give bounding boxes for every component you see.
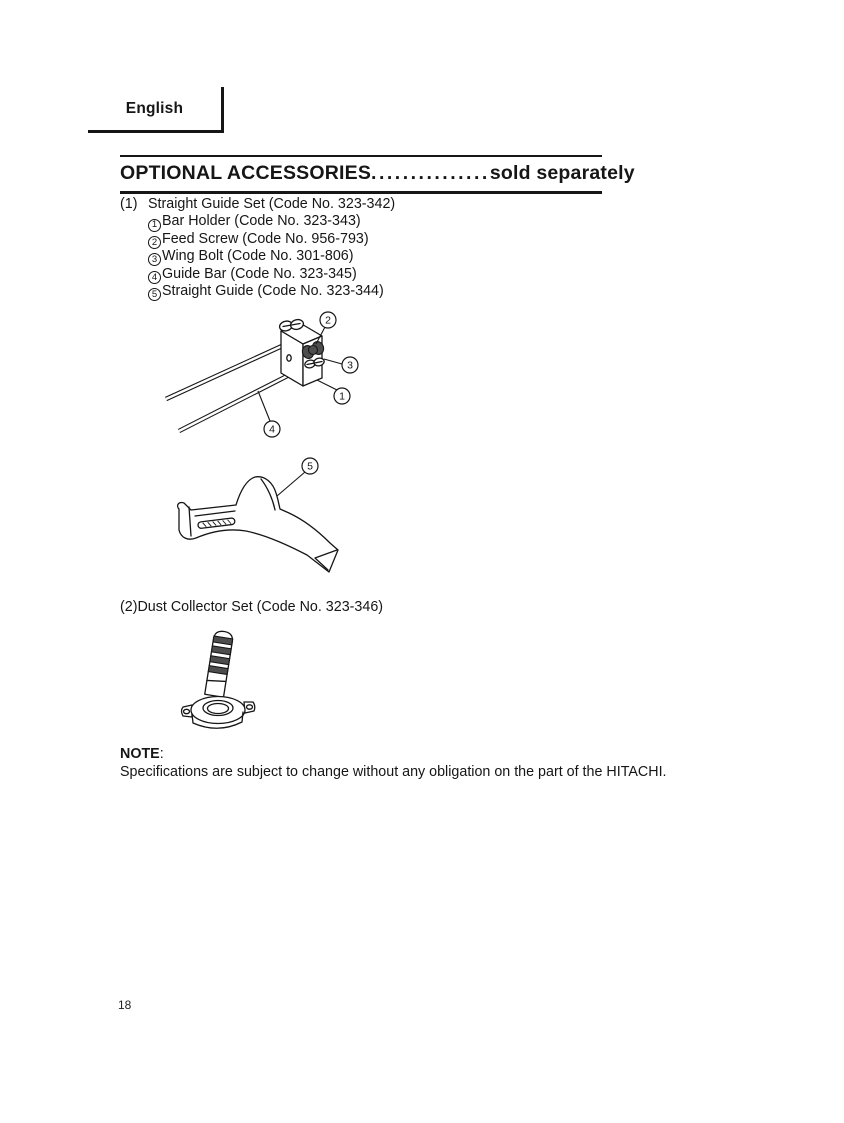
circled-number-3: 3: [148, 253, 161, 266]
part-label-5: Straight Guide (Code No. 323-344): [162, 283, 384, 300]
part-row-5: [148, 283, 395, 300]
list-item-2: [120, 599, 383, 616]
figure-dust-collector: [176, 628, 271, 738]
circled-number-2: 2: [148, 236, 161, 249]
part-label-4: Guide Bar (Code No. 323-345): [162, 265, 357, 282]
circled-number-1: 1: [148, 219, 161, 232]
part-row-2: [148, 231, 395, 248]
part-row-3: [148, 248, 395, 265]
note-text: Specifications are subject to change without any obligation on the part of the HITACHI.: [120, 763, 667, 780]
accessory-list: [120, 196, 395, 300]
callout-2-bubble: [320, 312, 336, 328]
figure-straight-guide-set: [150, 306, 440, 444]
callout-3-bubble: [342, 357, 358, 373]
page-title: [120, 162, 635, 185]
callout-5-bubble: [302, 458, 318, 474]
part-row-1: [148, 213, 395, 230]
page-number: 18: [118, 998, 132, 1012]
callout-leader-line: [277, 472, 305, 496]
item-text: Straight Guide Set (Code No. 323-342): [148, 196, 396, 212]
part-label-1: Bar Holder (Code No. 323-343): [162, 213, 361, 230]
callout-4-bubble: [264, 421, 280, 437]
item-number: (1): [120, 196, 138, 212]
note-label: NOTE: [120, 746, 160, 762]
svg-text:5: 5: [307, 460, 313, 473]
collector-tube: [205, 630, 234, 697]
note-block: [120, 746, 760, 781]
bar-holder-block: [279, 318, 326, 386]
collector-flange: [182, 697, 255, 729]
item-text: Dust Collector Set (Code No. 323-346): [137, 599, 384, 615]
language-tab: [88, 87, 224, 133]
svg-text:3: 3: [347, 359, 353, 372]
svg-text:2: 2: [325, 314, 331, 327]
circled-number-5: 5: [148, 288, 161, 301]
title-right: sold separately: [489, 162, 635, 184]
part-row-4: [148, 266, 395, 283]
guide-bar-rods: [166, 341, 297, 431]
section-title-bar: [120, 155, 635, 194]
item-number: (2): [120, 599, 138, 615]
language-label: English: [125, 99, 184, 117]
part-label-3: Wing Bolt (Code No. 301-806): [162, 248, 354, 265]
title-dots: ...............: [371, 162, 490, 184]
note-separator: :: [159, 746, 164, 762]
part-label-2: Feed Screw (Code No. 956-793): [162, 230, 369, 247]
callout-1-bubble: [334, 388, 350, 404]
circled-number-4: 4: [148, 271, 161, 284]
title-left: OPTIONAL ACCESSORIES: [120, 162, 372, 184]
list-item-1: [120, 196, 395, 213]
svg-text:4: 4: [269, 423, 275, 436]
figure-straight-guide: [158, 450, 393, 588]
note-heading: [120, 746, 760, 764]
svg-text:1: 1: [339, 390, 345, 403]
